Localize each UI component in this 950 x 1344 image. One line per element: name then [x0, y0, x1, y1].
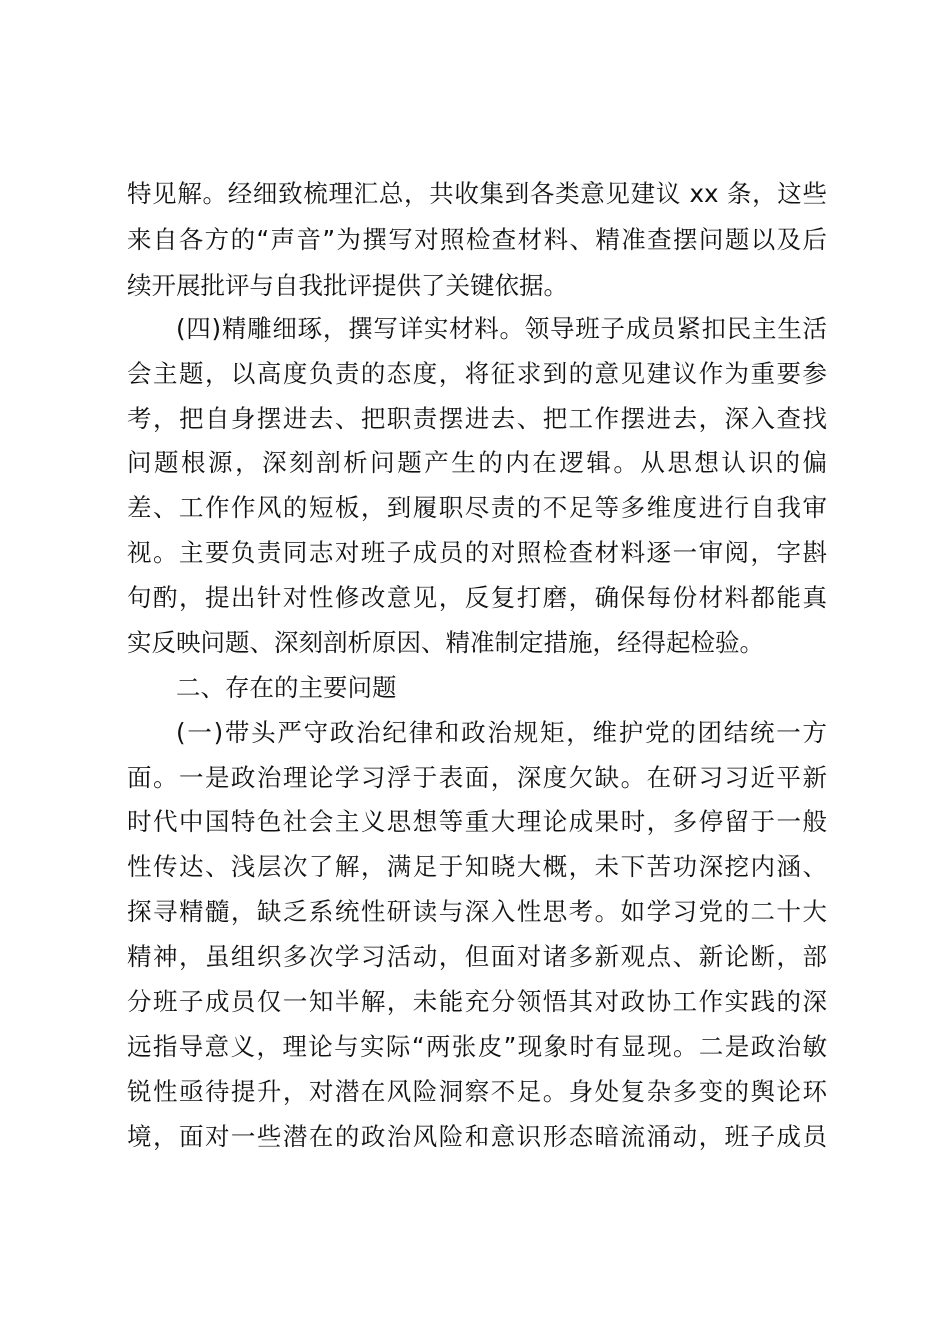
text-line: 精神，虽组织多次学习活动，但面对诸多新观点、新论断，部 [127, 942, 827, 971]
text-line: 锐性亟待提升，对潜在风险洞察不足。身处复杂多变的舆论环 [127, 1077, 827, 1106]
text-line: 句酌，提出针对性修改意见，反复打磨，确保每份材料都能真 [127, 583, 827, 612]
text-line: 续开展批评与自我批评提供了关键依据。 [127, 271, 568, 300]
paragraph-heading-one: (一)带头严守政治纪律和政治规矩，维护党的团结统一方 [176, 718, 827, 747]
text-line: 性传达、浅层次了解，满足于知晓大概，未下苦功深挖内涵、 [127, 852, 827, 881]
text-line: 分班子成员仅一知半解，未能充分领悟其对政协工作实践的深 [127, 987, 827, 1016]
text-line: 远指导意义，理论与实际“两张皮”现象时有显现。二是政治敏 [127, 1032, 827, 1061]
text-line: 面。一是政治理论学习浮于表面，深度欠缺。在研习习近平新 [127, 763, 827, 792]
text-line: 来自各方的“声音”为撰写对照检查材料、精准查摆问题以及后 [127, 225, 827, 254]
text-line: 境，面对一些潜在的政治风险和意识形态暗流涌动，班子成员 [127, 1122, 827, 1151]
text-line: 问题根源，深刻剖析问题产生的内在逻辑。从思想认识的偏 [127, 448, 827, 477]
text-line: 时代中国特色社会主义思想等重大理论成果时，多停留于一般 [127, 807, 827, 836]
text-line: 实反映问题、深刻剖析原因、精准制定措施，经得起检验。 [127, 628, 764, 657]
paragraph-heading-four: (四)精雕细琢，撰写详实材料。领导班子成员紧扣民主生活 [176, 314, 827, 343]
text-line: 特见解。经细致梳理汇总，共收集到各类意见建议 xx 条，这些 [127, 179, 827, 208]
text-line: 视。主要负责同志对班子成员的对照检查材料逐一审阅，字斟 [127, 538, 827, 567]
text-line: 探寻精髓，缺乏系统性研读与深入性思考。如学习党的二十大 [127, 897, 827, 926]
section-heading: 二、存在的主要问题 [176, 673, 397, 702]
text-line: 差、工作作风的短板，到履职尽责的不足等多维度进行自我审 [127, 493, 827, 522]
text-line: 会主题，以高度负责的态度，将征求到的意见建议作为重要参 [127, 359, 827, 388]
text-line: 考，把自身摆进去、把职责摆进去、把工作摆进去，深入查找 [127, 404, 827, 433]
